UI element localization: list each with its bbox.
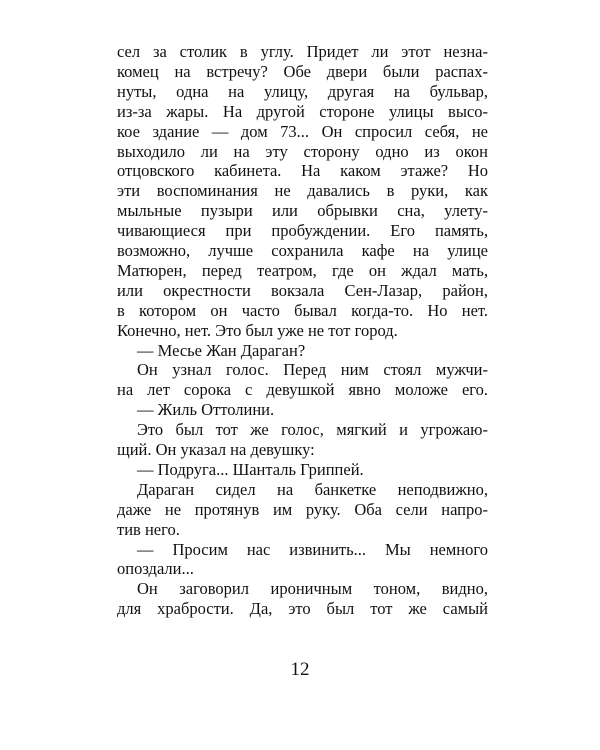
text-line: или окрестности вокзала Сен-Лазар, район, (117, 280, 488, 300)
text-line: из-за жары. На другой стороне улицы высо- (117, 101, 488, 121)
text-line: Матюрен, перед театром, где он ждал мать, (117, 260, 488, 280)
text-line: щий. Он указал на девушку: (117, 440, 315, 459)
text-line: мыльные пузыри или обрывки сна, улету- (117, 201, 488, 221)
text-line: сел за столик в углу. Придет ли этот незна- (117, 42, 488, 61)
text-line: на лет сорока с девушкой явно моложе его. (117, 380, 488, 400)
text-line: для храбрости. Да, это был тот же самый (117, 599, 488, 619)
text-line: Дараган сидел на банкетке неподвижно, (137, 479, 488, 499)
text-line: даже не протянув им руку. Оба сели напро- (117, 499, 488, 519)
text-line: в котором он часто бывал когда-то. Но нет. (117, 300, 488, 320)
text-line: — Месье Жан Дараган? (137, 340, 306, 360)
text-line: — Жиль Оттолини. (137, 400, 275, 420)
text-line: выходило ли на эту сторону одно из окон (117, 141, 488, 161)
text-line: кое здание — дом 73... Он спросил себя, не (117, 121, 488, 141)
text-line: чивающиеся при пробуждении. Его память, (117, 221, 488, 241)
text-line: Он узнал голос. Перед ним стоял мужчи- (137, 360, 488, 380)
text-line: комец на встречу? Обе двери были распах- (117, 61, 488, 81)
text-line: Это был тот же голос, мягкий и угрожаю- (137, 420, 488, 440)
text-line: — Просим нас извинить... Мы немного (137, 539, 488, 559)
text-line: Он заговорил ироничным тоном, видно, (137, 579, 488, 599)
text-line: — Подруга... Шанталь Гриппей. (137, 459, 364, 479)
page-number: 12 (290, 659, 310, 680)
text-line: тив него. (117, 519, 180, 539)
text-line: Конечно, нет. Это был уже не тот город. (117, 320, 398, 340)
text-line: опоздали... (117, 559, 194, 579)
text-line: эти воспоминания не давались в руки, как (117, 181, 488, 201)
text-line: возможно, лучше сохранила кафе на улице (117, 241, 488, 260)
text-line: отцовского кабинета. На каком этаже? Но (117, 161, 488, 181)
text-line: нуты, одна на улицу, другая на бульвар, (117, 81, 488, 101)
